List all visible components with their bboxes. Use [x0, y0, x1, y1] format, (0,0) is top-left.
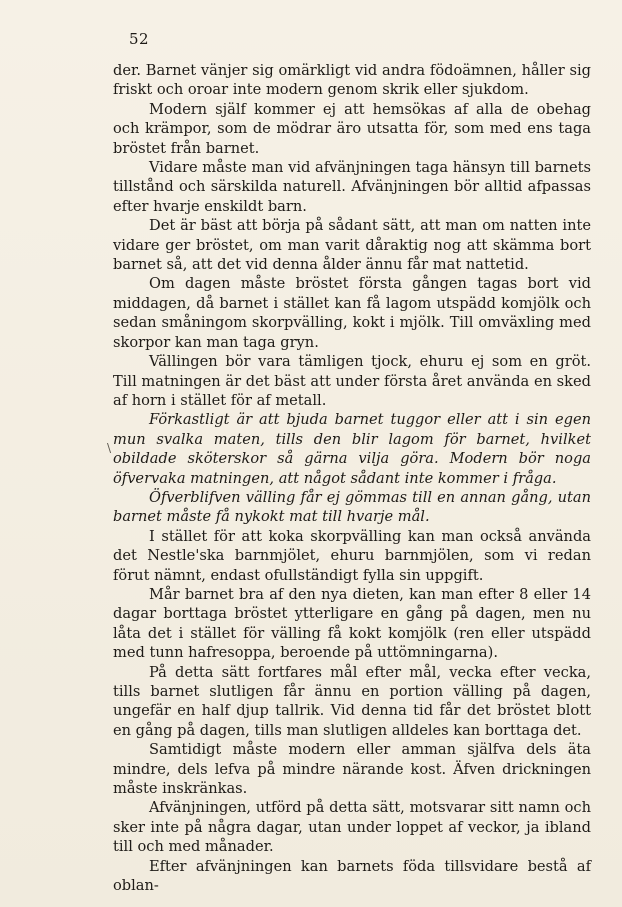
paragraph: Efter afvänjningen kan barnets föda tillsvidare bestå af oblan- [113, 857, 591, 895]
paragraph: På detta sätt fortfares mål efter mål, vecka efter vecka, tills barnet slutligen får ännu en portion välling på dagen, ungefär en half djup tallrik. Vid denna tid får det bröstet blott en gång på dagen, tills man slutligen alldeles kan borttaga det. [113, 663, 591, 739]
paragraph: Öfverblifven välling får ej gömmas till en annan gång, utan barnet måste få nykokt mat till hvarje mål. [113, 488, 591, 526]
paragraph: Det är bäst att börja på sådant sätt, att man om natten inte vidare ger bröstet, om man varit dåraktig nog att skämma bort barnet så, att det vid denna ålder ännu får mat nattetid. [113, 217, 591, 274]
paragraph: der. Barnet vänjer sig omärkligt vid andra födoämnen, håller sig friskt och oroar inte modern genom skrik eller sjukdom. [113, 62, 591, 99]
paragraph: Mår barnet bra af den nya dieten, kan man efter 8 eller 14 dagar borttaga bröstet ytterligare en gång på dagen, men nu låta det i stället för välling få kokt komjölk (ren eller utspädd med tunn hafresoppa, beroende på uttömningarna). [113, 585, 591, 662]
paragraph: Samtidigt måste modern eller amman själfva dels äta mindre, dels lefva på mindre närande kost. Äfven drickningen måste inskränkas. [113, 741, 591, 798]
page-number: 52 [129, 30, 150, 48]
body-text [113, 61, 591, 895]
paragraph: Förkastligt är att bjuda barnet tuggor eller att i sin egen mun svalka maten, tills den blir lagom för barnet, hvilket obildade sköterskor så gärna vilja göra. Modern bör noga öfvervaka matningen, att något sådant inte kommer i fråga. [113, 411, 591, 487]
paragraph: Vällingen bör vara tämligen tjock, ehuru ej som en gröt. Till matningen är det bäst att under första året använda en sked af horn i stället för af metall. [113, 353, 591, 409]
paragraph: Modern själf kommer ej att hemsökas af alla de obehag och krämpor, som de mödrar äro utsatta för, som med ens taga bröstet från barnet. [113, 100, 591, 157]
paragraph: Afvänjningen, utförd på detta sätt, motsvarar sitt namn och sker inte på några dagar, utan under loppet af veckor, ja ibland till och med månader. [113, 799, 591, 856]
paragraph: Om dagen måste bröstet första gången tagas bort vid middagen, då barnet i stället kan få lagom utspädd komjölk och sedan småningom skorpvälling, kokt i mjölk. Till omväxling med skorpor kan man taga gryn. [113, 275, 591, 351]
margin-mark: \ [107, 441, 112, 455]
paragraph: I stället för att koka skorpvälling kan man också använda det Nestle'ska barnmjölet, ehuru barnmjölen, som vi redan förut nämnt, endast ofullständigt fylla sin uppgift. [113, 527, 591, 584]
paragraph: Vidare måste man vid afvänjningen taga hänsyn till barnets tillstånd och särskilda naturell. Afvänjningen bör alltid afpassas efter hvarje enskildt barn. [113, 159, 591, 215]
